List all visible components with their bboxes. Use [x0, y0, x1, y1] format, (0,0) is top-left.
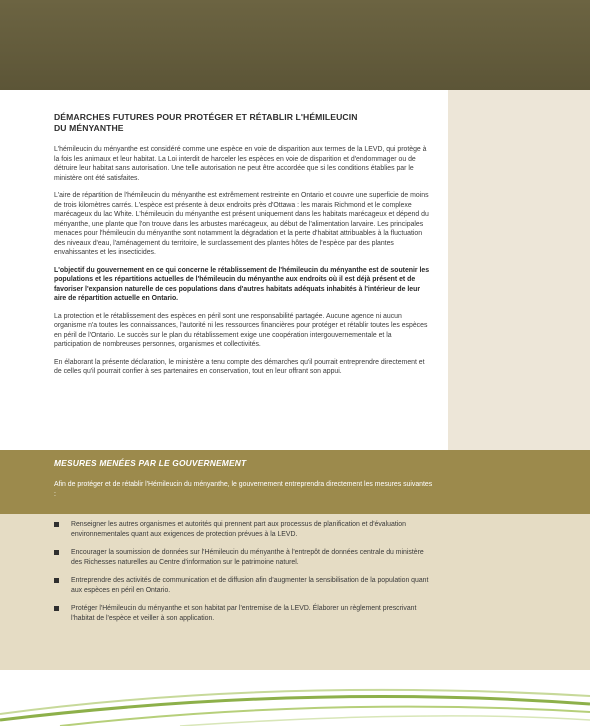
square-bullet-icon — [54, 550, 59, 555]
square-bullet-icon — [54, 578, 59, 583]
list-item — [54, 520, 434, 539]
heading-line-2: DU MÉNYANTHE — [54, 123, 124, 133]
sidebar-band — [448, 90, 590, 450]
list-item-text: Encourager la soumission de données sur l'Hémileucin du ményanthe à l'entrepôt de données centrale du ministère des Richesses naturelles au Centre d'information sur le patrimoine naturel. — [71, 549, 424, 566]
square-bullet-icon — [54, 606, 59, 611]
heading-line-1: DÉMARCHES FUTURES POUR PROTÉGER ET RÉTABLIR L'HÉMILEUCIN — [54, 112, 358, 122]
list-item-text: Renseigner les autres organismes et autorités qui prennent part aux processus de planification et d'évaluation environnementales quant aux exigences de protection prévues à la LEVD. — [71, 521, 406, 538]
paragraph-declaration: En élaborant la présente déclaration, le ministère a tenu compte des démarches qu'il pourrait entreprendre directement et de celles qu'il pourrait confier à ses partenaires en conservation, tout en leur offrant son appui. — [54, 358, 425, 375]
measures-list — [0, 514, 590, 670]
decorative-swoosh — [0, 676, 590, 726]
list-item-text: Entreprendre des activités de communication et de diffusion afin d'augmenter la sensibilisation de la population quant aux espèces en péril en Ontario. — [71, 577, 429, 594]
measures-title: MESURES MENÉES PAR LE GOUVERNEMENT — [54, 458, 247, 468]
list-item — [54, 548, 434, 567]
measures-header — [0, 450, 590, 514]
measures-items — [54, 520, 434, 632]
paragraph-objective: L'objectif du gouvernement en ce qui concerne le rétablissement de l'hémileucin du ményanthe est de soutenir les populations et les répartitions actuelles de l'hémileucin du ményanthe aux endroits où il est déjà présent et de favoriser l'expansion naturelle de ces populations dans d'autres habitats adéquats inhabités à l'intérieur de leur aire de répartition actuelle en Ontario. — [54, 266, 430, 302]
list-item — [54, 604, 434, 623]
header-band — [0, 0, 590, 90]
list-item-text: Protéger l'Hémileucin du ményanthe et son habitat par l'entremise de la LEVD. Élaborer un règlement prescrivant l'habitat de l'espèce et veiller à son application. — [71, 605, 417, 622]
square-bullet-icon — [54, 522, 59, 527]
paragraph-status: L'hémileucin du ményanthe est considéré comme une espèce en voie de disparition aux termes de la LEVD, qui protège à la fois les animaux et leur habitat. La Loi interdit de harceler les espèces en voie de disparition et d'endommager ou de détruire leur habitat sans autorisation. Une telle autorisation ne peut être accordée que si les conditions établies par le ministère ont été satisfaites. — [54, 146, 427, 182]
section-heading — [54, 112, 430, 134]
paragraph-shared-responsibility: La protection et le rétablissement des espèces en péril sont une responsabilité partagée. Aucune agence ni aucun organisme n'a toutes les connaissances, l'autorité ni les ressources financières pour protéger et rétablir toutes les espèces en péril de l'Ontario. Le succès sur le plan du rétablissement exige une coopération intergouvernementale et la participation de nombreuses personnes, organismes et collectivités. — [54, 312, 428, 348]
measures-intro: Afin de protéger et de rétablir l'Hémileucin du ményanthe, le gouvernement entreprendra directement les mesures suivantes : — [54, 481, 433, 498]
list-item — [54, 576, 434, 595]
main-content — [54, 112, 430, 385]
paragraph-range: L'aire de répartition de l'hémileucin du ményanthe est extrêmement restreinte en Ontario et couvre une superficie de moins de trois kilomètres carrés. L'espèce est présente à deux endroits près d'Ottawa : les marais Richmond et le complexe marécageux du lac White. L'hémileucin du ményanthe est présent uniquement dans les habitats marécageux et dépend du ményanthe, une plante que l'on trouve dans les arbustes marécageux, au début de l'alimentation larvaire. Les principales menaces pour l'hémileucin du ményanthe sont notamment la dégradation et la perte d'habitat attribuables à la fluctuation des niveaux d'eau, l'aménagement du territoire, le surclassement des plantes hôtes de l'espèce par des plantes envahissantes et les insecticides. — [54, 192, 429, 256]
